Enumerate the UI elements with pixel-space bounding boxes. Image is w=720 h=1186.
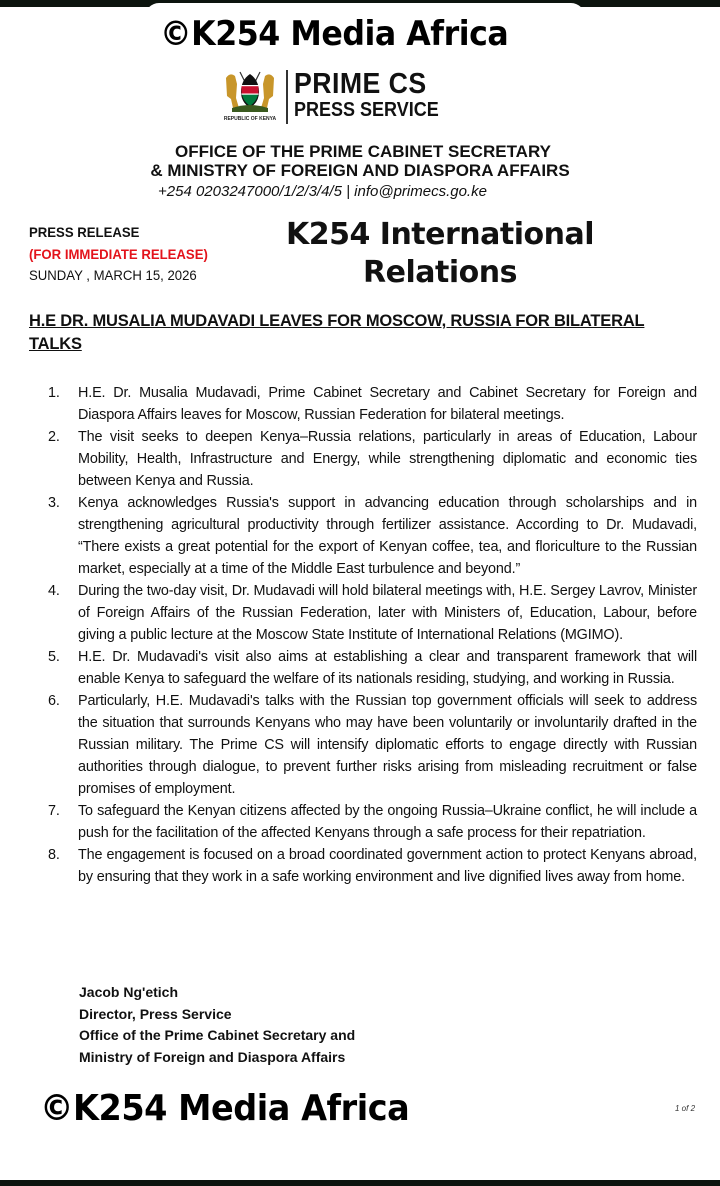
press-release-label: PRESS RELEASE (29, 224, 140, 240)
point-number: 1. (48, 385, 60, 401)
point-text: Particularly, H.E. Mudavadi's talks with the Russian top government officials will seek to address the situation that surrounds Kenyans who may have been voluntarily or involuntarily drafted in the Russian military. The Prime CS will intensify diplomatic efforts to engage directly with Russian authorities through dialogue, to prevent further risks arising from misleading recruitment or false promises of employment. (78, 693, 697, 797)
signature-block (79, 982, 355, 1068)
letterhead-brand (220, 68, 454, 124)
watermark-overlay-title: K254 International Relations (285, 217, 595, 290)
list-item (30, 492, 697, 580)
bottom-frame-band (0, 1180, 720, 1186)
point-number: 2. (48, 429, 60, 445)
list-item (30, 800, 697, 844)
point-number: 8. (48, 847, 60, 863)
page-number: 1 of 2 (675, 1104, 696, 1113)
list-item (30, 690, 697, 800)
list-item (30, 844, 697, 888)
brand-divider (286, 70, 288, 124)
point-number: 5. (48, 649, 60, 665)
signatory-title: Director, Press Service (79, 1005, 232, 1022)
list-item (30, 426, 697, 492)
release-date: SUNDAY , MARCH 15, 2026 (29, 267, 197, 283)
immediate-release-label: (FOR IMMEDIATE RELEASE) (29, 246, 208, 262)
headline: H.E DR. MUSALIA MUDAVADI LEAVES FOR MOSCOW, RUSSIA FOR BILATERAL TALKS (29, 312, 645, 353)
point-text: During the two-day visit, Dr. Mudavadi will hold bilateral meetings with, H.E. Sergey Lavrov, Minister of Foreign Affairs of the Russian Federation, later with Ministers of, Education, Labour, before giving a public lecture at the Moscow State Institute of International Relations (MGIMO). (78, 583, 697, 643)
kenya-coat-of-arms-icon (220, 68, 280, 124)
brand-title: PRIME CS (293, 68, 427, 100)
point-text: H.E. Dr. Musalia Mudavadi, Prime Cabinet Secretary and Cabinet Secretary for Foreign and Diaspora Affairs leaves for Moscow, Russian Federation for bilateral meetings. (78, 385, 697, 423)
point-text: The engagement is focused on a broad coordinated government action to protect Kenyans abroad, by ensuring that they work in a safe working environment and live dignified lives away from home. (78, 847, 697, 885)
coat-of-arms-caption: REPUBLIC OF KENYA (223, 116, 277, 122)
point-number: 4. (48, 583, 60, 599)
point-number: 3. (48, 495, 60, 511)
point-text: To safeguard the Kenyan citizens affected by the ongoing Russia–Ukraine conflict, he will include a push for the facilitation of the affected Kenyans through a safe process for their repatriation. (78, 803, 697, 841)
point-number: 7. (48, 803, 60, 819)
contact-info: +254 0203247000/1/2/3/4/5 | info@primecs.go.ke (158, 183, 487, 200)
point-number: 6. (48, 693, 60, 709)
office-line-1: OFFICE OF THE PRIME CABINET SECRETARY (175, 142, 551, 161)
point-text: The visit seeks to deepen Kenya–Russia relations, particularly in areas of Education, Labour Mobility, Health, Infrastructure and Energy, while strengthening diplomatic and economic ties between Kenya and Russia. (78, 429, 697, 489)
watermark-bottom: ©K254 Media Africa (40, 1088, 410, 1129)
list-item (30, 382, 697, 426)
signatory-office-2: Ministry of Foreign and Diaspora Affairs (79, 1048, 346, 1065)
office-line-2: & MINISTRY OF FOREIGN AND DIASPORA AFFAIRS (150, 161, 570, 180)
press-points-list (30, 382, 697, 888)
signatory-office-1: Office of the Prime Cabinet Secretary and (79, 1027, 356, 1043)
point-text: H.E. Dr. Mudavadi's visit also aims at establishing a clear and transparent framework that will enable Kenya to safeguard the welfare of its nationals residing, studying, and working in Russia. (78, 649, 697, 687)
list-item (30, 580, 697, 646)
watermark-top: ©K254 Media Africa (160, 14, 509, 54)
brand-subtitle: PRESS SERVICE (293, 99, 439, 121)
list-item (30, 646, 697, 690)
signatory-name: Jacob Ng'etich (79, 984, 179, 1000)
point-text: Kenya acknowledges Russia's support in advancing education through scholarships and in strengthening agricultural productivity through fertilizer assistance. According to Dr. Mudavadi, “There exists a great potential for the export of Kenyan coffee, tea, and floriculture to the Russian market, especially at a time of the Middle East turbulence and beyond.” (78, 495, 697, 577)
